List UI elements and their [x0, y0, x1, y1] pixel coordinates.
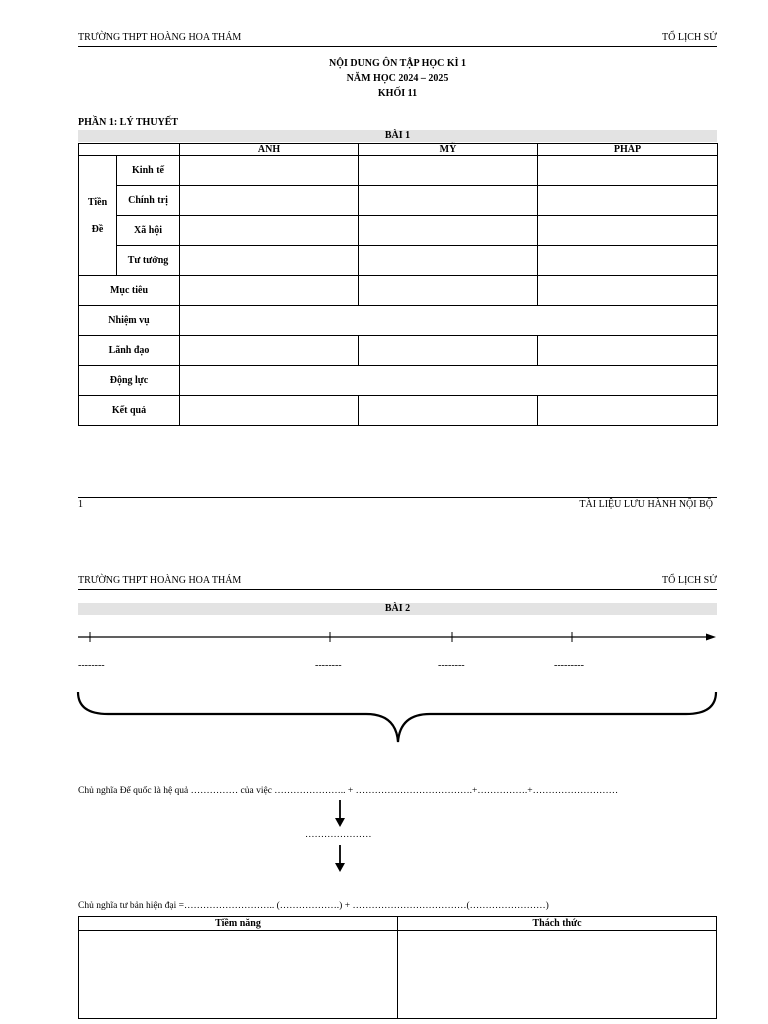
grade-label: KHỐI 11 [377, 88, 418, 99]
premise-label-2: Đề [91, 223, 104, 235]
answer-cell-wide[interactable] [180, 366, 718, 396]
department-name: TỔ LỊCH SỬ [662, 32, 717, 43]
premise-group-label [79, 156, 117, 276]
answer-cell[interactable] [180, 246, 359, 276]
page1-header [78, 32, 717, 47]
doc-title: NỘI DUNG ÔN TẬP HỌC KÌ 1 [328, 58, 467, 69]
answer-cell[interactable] [180, 396, 359, 426]
answer-cell[interactable] [538, 336, 718, 366]
corner-cell [79, 144, 180, 156]
answer-cell[interactable] [359, 246, 538, 276]
row-label: Động lực [79, 366, 180, 396]
col-header-potential: Tiềm năng [79, 917, 398, 931]
answer-cell[interactable] [180, 186, 359, 216]
row-label: Xã hội [117, 216, 180, 246]
curly-brace [76, 690, 720, 746]
answer-cell[interactable] [79, 931, 398, 1019]
answer-cell[interactable] [180, 276, 359, 306]
timeline-blank[interactable]: -------- [438, 660, 465, 671]
timeline-arrow [706, 634, 716, 641]
row-label: Lãnh đạo [79, 336, 180, 366]
timeline-blank[interactable]: --------- [554, 660, 584, 671]
lesson-2-band: BÀI 2 [78, 603, 717, 615]
row-label: Kết quả [79, 396, 180, 426]
timeline-blank[interactable]: -------- [315, 660, 342, 671]
col-header: PHÁP [538, 144, 718, 156]
page1-footer [78, 497, 717, 512]
row-label: Kinh tế [117, 156, 180, 186]
school-name: TRƯỜNG THPT HOÀNG HOA THÁM [78, 32, 242, 43]
lesson-1-band: BÀI 1 [78, 130, 717, 142]
answer-cell[interactable] [538, 396, 718, 426]
lesson-1-table [78, 143, 718, 426]
row-label: Mục tiêu [79, 276, 180, 306]
page-number: 1 [78, 499, 83, 510]
answer-cell[interactable] [180, 336, 359, 366]
row-label: Nhiệm vụ [79, 306, 180, 336]
answer-cell[interactable] [538, 156, 718, 186]
answer-cell[interactable] [359, 186, 538, 216]
fill-line-imperialism[interactable]: Chủ nghĩa Đế quốc là hệ quả …………… của việc ………………….. + ……………………………….+…………….+……………………… [78, 786, 619, 796]
footer-note: TÀI LIỆU LƯU HÀNH NỘI BỘ [579, 499, 713, 510]
answer-cell[interactable] [538, 186, 718, 216]
answer-cell[interactable] [180, 156, 359, 186]
answer-cell[interactable] [359, 156, 538, 186]
answer-cell[interactable] [538, 246, 718, 276]
answer-cell[interactable] [398, 931, 717, 1019]
premise-label-1: Tiền [87, 196, 108, 208]
answer-cell[interactable] [359, 276, 538, 306]
timeline-blank[interactable]: -------- [78, 660, 105, 671]
down-arrow-icon [333, 800, 347, 828]
section-title: PHẦN 1: LÝ THUYẾT [78, 117, 179, 128]
answer-cell[interactable] [538, 216, 718, 246]
department-name: TỔ LỊCH SỬ [662, 575, 717, 586]
fill-blank-middle[interactable]: ………………… [305, 830, 372, 840]
potential-challenge-table [78, 916, 717, 1019]
down-arrow-icon [333, 845, 347, 873]
answer-cell[interactable] [180, 216, 359, 246]
school-year: NĂM HỌC 2024 – 2025 [346, 73, 449, 84]
col-header: ANH [180, 144, 359, 156]
row-label: Tư tưởng [117, 246, 180, 276]
answer-cell[interactable] [538, 276, 718, 306]
answer-cell[interactable] [359, 216, 538, 246]
fill-line-modern-capitalism[interactable]: Chủ nghĩa tư bản hiện đại =……………………….. (……………….) + ………………………………(……………………) [78, 901, 549, 911]
answer-cell[interactable] [359, 396, 538, 426]
col-header-challenge: Thách thức [398, 917, 717, 931]
answer-cell-wide[interactable] [180, 306, 718, 336]
answer-cell[interactable] [359, 336, 538, 366]
row-label: Chính trị [117, 186, 180, 216]
timeline [78, 628, 718, 648]
school-name: TRƯỜNG THPT HOÀNG HOA THÁM [78, 575, 242, 586]
col-header: MỸ [359, 144, 538, 156]
page2-header [78, 575, 717, 590]
